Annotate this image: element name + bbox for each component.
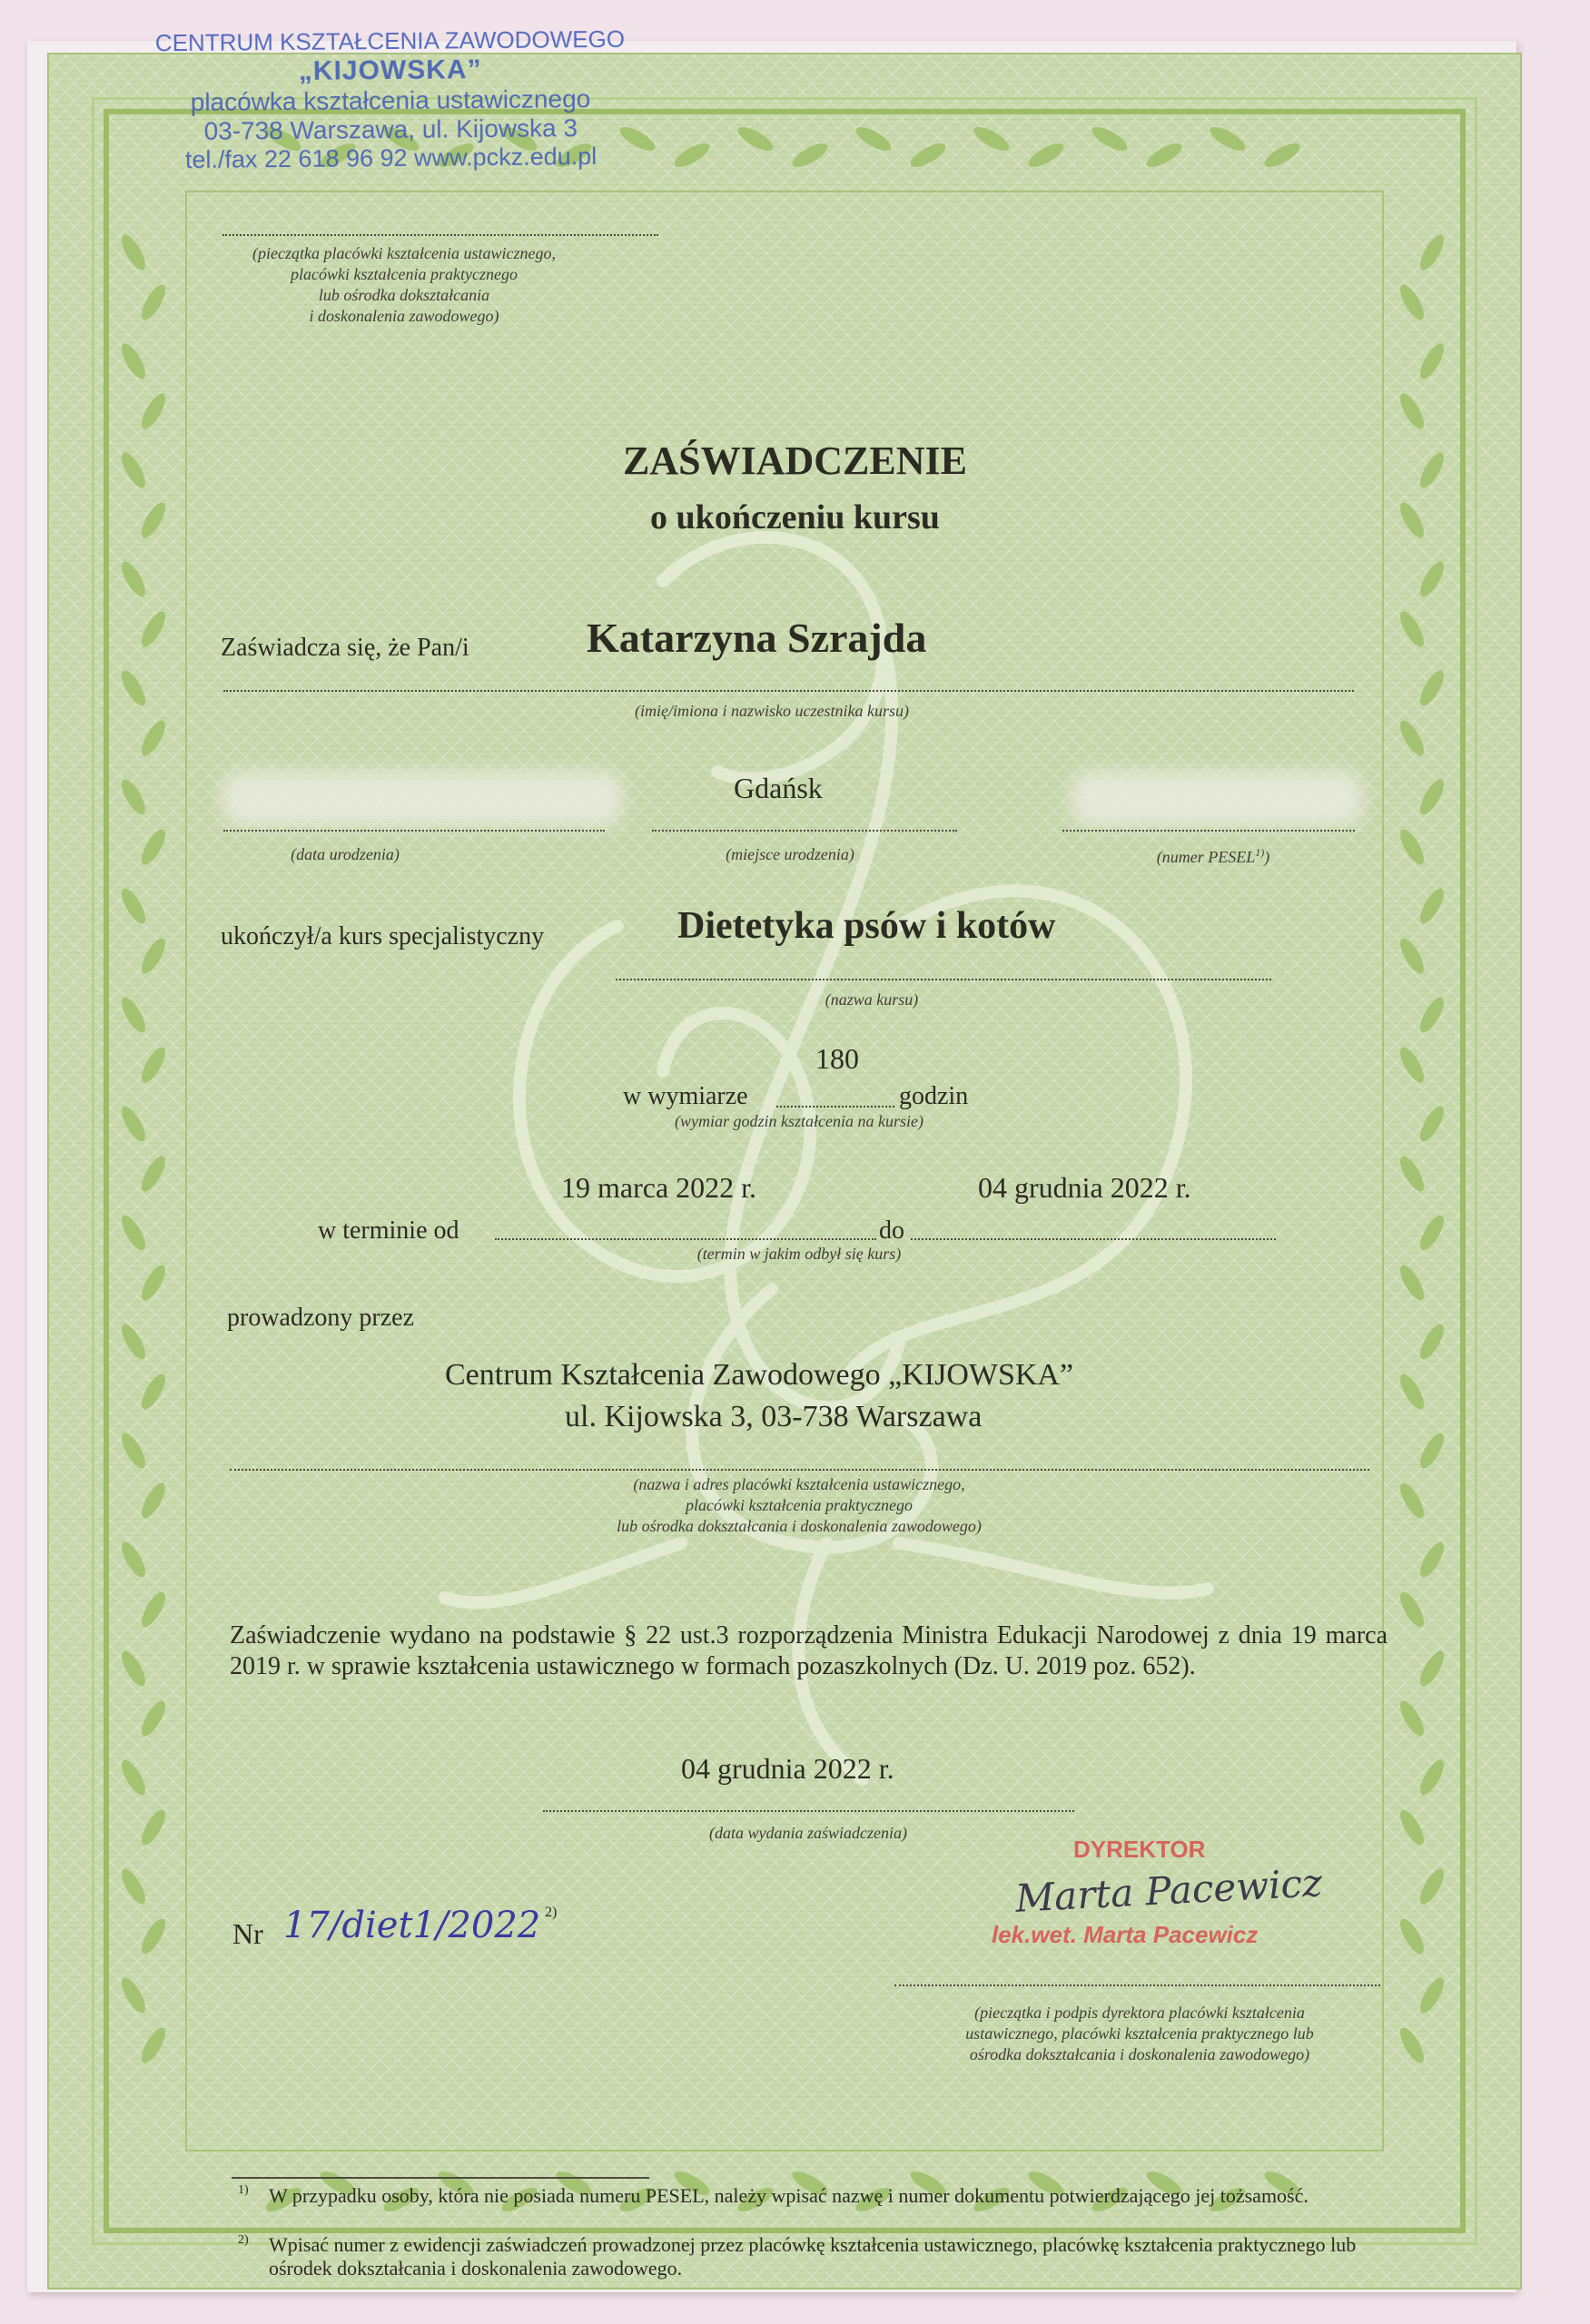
pesel-dotted-line [1062, 830, 1355, 832]
course-label: ukończył/a kurs specjalistyczny [221, 922, 545, 950]
number-footnote-ref: 2) [545, 1905, 558, 1920]
student-dotted-line [223, 690, 1354, 692]
director-signature: Marta Pacewicz [1013, 1860, 1324, 1921]
birth-place-dotted-line [652, 830, 957, 832]
term-middle: do [879, 1216, 904, 1245]
footnote-2-text: Wpisać numer z ewidencji zaświadczeń prowadzonej przez placówkę kształcenia ustawicznego, placówkę kształcenia praktycznego lub ośrodek dokształcania i doskonalenia zawodowego. [269, 2233, 1357, 2280]
issue-date-caption: (data wydania zaświadczenia) [709, 1824, 907, 1842]
redacted-birth-date [222, 772, 622, 826]
document-subtitle: o ukończeniu kursu [650, 498, 940, 537]
hours-value: 180 [815, 1042, 859, 1075]
stamp-dotted-line [222, 234, 658, 236]
issue-date: 04 grudnia 2022 r. [681, 1752, 894, 1785]
provider-label: prowadzony przez [227, 1304, 415, 1332]
term-end: 04 grudnia 2022 r. [978, 1171, 1191, 1204]
number-prefix: Nr [232, 1917, 263, 1950]
term-end-dotted-line [911, 1238, 1276, 1240]
stamp-line-1: CENTRUM KSZTAŁCENIA ZAWODOWEGO [154, 25, 626, 57]
footnote-2-number: 2) [238, 2233, 249, 2247]
stamp-line-2: „KIJOWSKA” [298, 54, 482, 86]
term-start: 19 marca 2022 r. [561, 1171, 757, 1204]
term-start-dotted-line [495, 1238, 876, 1240]
document-title: ZAŚWIADCZENIE [623, 438, 967, 483]
hours-caption: (wymiar godzin kształcenia na kursie) [675, 1112, 923, 1130]
birth-place: Gdańsk [734, 772, 823, 804]
provider-caption: (nazwa i adres placówki kształcenia ustawicznego, placówki kształcenia praktycznego lub ośrodka dokształcania i doskonalenia zawodowego) [617, 1475, 982, 1535]
student-label: Zaświadcza się, że Pan/i [221, 634, 469, 662]
birth-date-caption: (data urodzenia) [291, 845, 400, 863]
issue-date-dotted-line [543, 1810, 1074, 1812]
stamp-line-4: 03-738 Warszawa, ul. Kijowska 3 [203, 113, 578, 145]
pesel-caption: (numer PESEL$^{1)}$) [1156, 846, 1270, 866]
student-name: Katarzyna Szrajda [587, 615, 927, 661]
institution-stamp [135, 25, 645, 175]
legal-basis-text: Zaświadczenie wydano na podstawie § 22 ust.3 rozporządzenia Ministra Edukacji Narodowej z dnia 19 marca 2019 r. w sprawie kształcenia ustawicznego w formach pozaszkolnych (Dz. U. 2019 poz. 652). [230, 1621, 1388, 1680]
footnote-1-number: 1) [238, 2183, 249, 2197]
student-caption: (imię/imiona i nazwisko uczestnika kursu) [635, 702, 909, 720]
course-name: Dietetyka psów i kotów [677, 905, 1056, 947]
stamp-line-3: placówka kształcenia ustawicznego [190, 84, 591, 116]
footnote-separator [232, 2177, 649, 2179]
hours-dotted-line [776, 1106, 894, 1108]
term-caption: (termin w jakim odbył się kurs) [696, 1245, 902, 1263]
stamp-line-5: tel./fax 22 618 96 92 www.pckz.edu.pl [184, 143, 597, 173]
director-caption: (pieczątka i podpis dyrektora placówki kształcenia ustawicznego, placówki kształcenia praktycznego lub ośrodka dokształcania i doskonalenia zawodowego) [965, 2004, 1314, 2063]
stamp-caption: (pieczątka placówki kształcenia ustawicznego, placówki kształcenia praktycznego lub ośrodka dokształcania i doskonalenia zawodowego) [252, 244, 556, 325]
course-caption: (nazwa kursu) [825, 990, 919, 1009]
provider-dotted-line [230, 1469, 1369, 1471]
hours-prefix: w wymiarze [623, 1082, 748, 1110]
director-name: lek.wet. Marta Pacewicz [992, 1921, 1259, 1948]
birth-date-dotted-line [223, 830, 605, 832]
hours-suffix: godzin [899, 1082, 969, 1110]
director-title: DYREKTOR [1073, 1836, 1206, 1863]
director-dotted-line [894, 1984, 1380, 1986]
redacted-pesel [1072, 772, 1362, 826]
course-dotted-line [616, 979, 1271, 980]
birth-place-caption: (miejsce urodzenia) [726, 845, 854, 863]
provider-address: ul. Kijowska 3, 03-738 Warszawa [565, 1400, 983, 1433]
footnote-1-text: W przypadku osoby, która nie posiada numeru PESEL, należy wpisać nazwę i numer dokumentu potwierdzającego jej tożsamość. [269, 2184, 1309, 2207]
term-prefix: w terminie od [318, 1216, 459, 1245]
certificate-number: 17/diet1/2022 [283, 1905, 541, 1946]
provider-name: Centrum Kształcenia Zawodowego „KIJOWSKA” [445, 1358, 1074, 1392]
